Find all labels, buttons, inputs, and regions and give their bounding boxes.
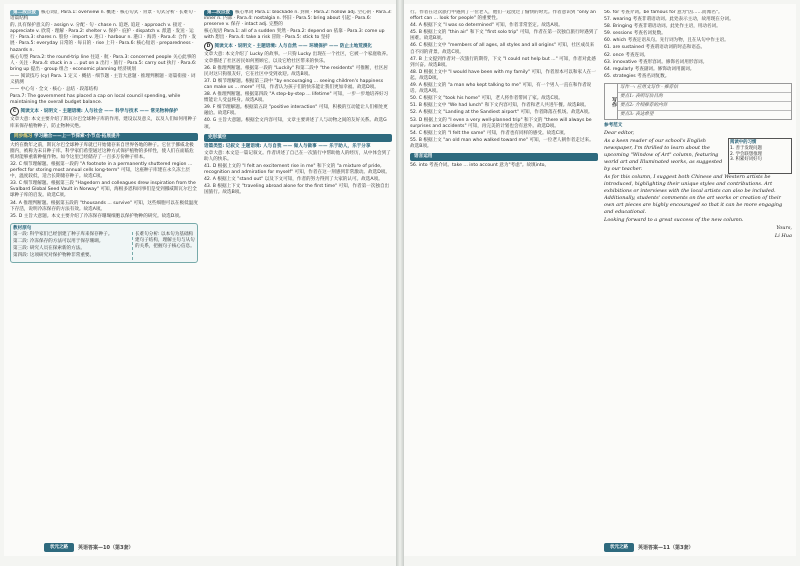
passage-letter: C [10,107,19,116]
right-column-1 [410,10,598,538]
answer-55: 55. B 根据上文 "an old man who walked toward me" 可知，一位老人朝作者走过来。故选B项。 [410,137,594,149]
phrase-text: 核心句型 Para.2: the round-trip line 往返 · 航 · Para.3: concerned people 关心此事的人 · 关注 · Para.4: stuck in a ... put on a 出行 · 旅行 · Para.5: carry out 执行 · Para.6: bring up 提出 · group 组合 · economic planning 经济规划 [10,54,197,72]
letter-paragraph-1: As a keen reader of our school's English newspaper, I'm thrilled to learn about the upcoming "Window of Art" column, featuring world art and Illuminated works, as suggested by our teacher. [604,138,723,173]
cloze-intro: 语篇类型: 记叙文 主题语境: 人与自我 —— 做人与做事 —— 乐于助人，乐于分享 [204,143,371,149]
side-note-item: 3. 积累好词好句 [730,157,762,163]
letter-sign-off: Yours, [776,225,792,232]
vocab-block: 第二段点拨 核心单词 Para.1: blockade n. 封锁 · Para.2: hollow adj. 空心的 · Para.3: inner n. 内部 · Para.4: nostalgia n. 怀旧 · Para.5: bring about 引起 · Para.6: preserve v. 保存 · intact adj. 完整的 [204,10,392,28]
publisher-logo: 状元之路 [44,543,74,552]
answer-34: 34. A 推理判断题。根据第五段的 "thousands ... survive" 可知，这些细胞可以在极低温度下存活，说明冷冻保存的方法有效。故选A项。 [10,200,198,212]
answer-56b: 56. for 考查介词。be famous for 意为"因……而闻名"。 [604,10,723,15]
answer-41: 41. D 根据上文的 "I felt an excitement rise in me" 和下文的 "a mixture of pride, recognition and admiration for myself" 可知，作者在这一刻感到非常激动。故选D项。 [204,163,390,176]
letter-greeting: Dear editor, [604,130,635,137]
box-item: 第一段: 科学家们已经创建了种子库来保存种子。 [13,231,113,237]
right-page [404,4,796,556]
answer-35: 35. D 主旨大意题。本文主要介绍了冷冻保存珊瑚细胞以保护物种的研究。故选D项。 [10,213,184,219]
answer-38: 38. A 推理判断题。根据第四段 "A step-by-step ... lifetime" 可知，一步一步地培养好习惯能让人受益终身。故选A项。 [204,92,389,104]
table-row: 写作一: 应用文写作 · 推荐信 [618,84,791,93]
writing-outline-table [604,83,792,120]
passage-header: D 阅读文本 · 说明文 · 主题语境: 人与自然 —— 环境保护 —— 防止土地荒漠化 [204,42,392,51]
answer-50: 50. C 根据下文 "took his home" 可知，老人将作者带回了家。故选C项。 [410,96,563,102]
answer-58: 58. Bringing 考查非谓语动词。此处作主语，用动名词。 [604,24,721,30]
vocab-text: 的, 具有保护意义的 · assign v. 分配 · 句 · chase n. 追逐, 追赶 · approach v. 接近 · appreciate v. 欣赏 · 理解 · Para.2: shelter v. 保护 · 庇护 · dispatch v. 派遣 · 发送 · 运行 · Para.3: shares n. 股份 · import v. 进口 · harbour n. 港口 · 海湾 · Para.4: 合作 · 发展 · Para.5: everyday 日常的 · 每日的 · rise 上升 · Para.6: 核心短语 · preparedness · hazards n. [10,23,197,53]
side-note-title: 阅读中的习惯 [730,140,757,146]
answer-40: 40. G 主旨大意题。根据全文内容可知，文章主要讲述了人与动物之间的友好关系。故选G项。 [204,118,387,130]
model-essay-title: 参考范文 [604,123,623,129]
table-row: 要点3: 表达希望 [620,112,654,118]
answer-46: 46. C 根据上文中 "members of all ages, all styles and all origins" 可知，社区成员来自不同的背景。故选C项。 [410,43,595,55]
answer-59: 59. sessions 考查名词复数。 [604,31,666,37]
letter-closing: Looking forward to a great success of the new column. [604,217,744,224]
body-text: 大约在数年之前，斯瓦尔巴全球种子库就已开始储存来自世界各地的种子。它位于挪威北极圈内，被称为末日种子库。科学家们希望通过这种方式保护植物的多样性，使人们在面临危机时能够重新种植作物。如今这里已经储存了一百多万份种子样本。 [10,142,194,160]
letter-paragraph-2: As for this column, I suggest both Chinese and Western artists be introduced, highlighting their unique styles and contributions. Art exhibitions or interviews with the local artists can also be included. Additionally, students' comments on the art works or creation of their own art pieces are highly encouraged so that it can be more engaging and educational. [604,174,783,216]
answer-48: 48. D 根据上文中 "I would have been with my family" 可知，作者原本可以和家人在一起。故选D项。 [410,69,596,81]
body-text: 行。作者在这次旅行中遇到了一位老人，他们一起度过了愉快的时光。作者意识到 "only an effort can ... look for people" 的重要性。 [410,10,596,22]
section-tag: 第二段点拨 [10,10,39,16]
answer-37: 37. D 细节理解题。根据第三段中 "by encouraging ... seeing children's happiness can make us ... more" 可知，作者认为孩子们的快乐能让我们更加幸福。故选D项。 [204,78,384,90]
passage-summary: 文章大意: 本文介绍了 Lucky 的故事。一只狗 Lucky 出现在一个社区，它被一个家庭收养。文章描述了社区居民如何照顾它，以及它给社区带来的快乐。 [204,52,391,64]
side-note-box [728,138,792,174]
left-column-1 [10,10,198,538]
page-number: 英语答案—11（第3套） [638,545,694,551]
passage-summary: 文章大意: 本文主要介绍了斯瓦尔巴全球种子库的作用、建设以及意义，以及人们如何用种子库来保存植物种子，防止物种灭绝。 [10,117,197,129]
model-letter [604,130,792,240]
answer-53: 53. D 根据上文的 "I even a very well-planned trip" 和下文的 "there will always be surprises and accidents" 可知，再完美的计划也会有意外。故选D项。 [410,117,592,129]
summary-text: —— 中心句 · 全文 · 核心 · 总结 · 段落结构 [10,87,98,93]
page-number: 英语答案—10（第3套） [78,545,134,551]
left-column-2 [204,10,392,538]
section-bar: 完形填空 [204,134,392,142]
textbook-sentence-box [10,223,198,263]
letter-signature: Li Hua [774,233,792,240]
side-note-item: 2. 学会联想推理 [730,151,762,157]
table-row: 要点1: 表明写信目的 [618,93,791,102]
answer-60: 60. which 考查定语从句。先行词为物，且在从句中作主语。 [604,38,729,44]
box-side-note: 长难句分析: 以本句为基础构建句子结构，理解主句与从句的关系，把握句子核心信息。 [132,232,195,260]
answer-33: 33. C 细节理解题。根据第三段 "Hagedorn and colleagues drew inspiration from the Svalbard Global Seed Vault in Norway" 可知，海根多恩和同事们是受到挪威斯瓦尔巴全球种子库的启发。故选C项。 [10,181,197,199]
passage-letter: D [204,42,213,51]
answer-64: 64. regularly 考查副词。修饰动词用副词。 [604,66,695,72]
answer-39: 39. F 细节理解题。根据第五段 "positive interaction" 可知，积极的互动能让人们相处更融洽。故选F项。 [204,105,388,117]
box-title: 教材原句 [13,225,32,231]
answer-42: 42. A 根据上文 "stand out" 以及下文可知，作者的努力得到了大家的认可。故选A项。 [204,177,383,183]
answer-57: 57. wearing 考查非谓语动词。此处表示主动，故用现在分词。 [604,17,734,23]
side-note-item: 1. 善于发现问题 [730,146,762,151]
right-page-footer [604,543,693,552]
passage-header: C 阅读文本 · 说明文 · 主题语境: 人与社会 —— 科学与技术 —— 常见物种保护 [10,107,198,116]
answer-32: 32. C 细节理解题。根据第一段的 "A footnote in a permanently shuttered region ... perfect for storing most annual cells long-term" 可知，这座种子库建在永久冻土层中，温度较低，适合长期储存种子。故选C项。 [10,161,193,180]
answer-63: 63. innovative 考查形容词。修饰名词用形容词。 [604,59,708,65]
section-tag: 第二段点拨 [204,10,233,16]
publisher-logo: 状元之路 [604,543,634,552]
technique-text: —— 阅读技巧 (cy) Para. 1 定义 · 概括 · 细节题 · 主旨大意题 · 推理判断题 · 语篇衔接 · 词义猜测 [10,73,196,86]
vocab-block: 第二段点拨 核心词汇 Para.1: overview n. 概述 · 核心句式 · 背景 · 句式分析 · 长难句 · 语篇结构 [10,10,196,22]
answer-51: 51. B 根据上文中 "We had lunch" 和下文内容可知，作者和老人共进午餐。故选B项。 [410,103,589,109]
answer-44: 44. A 根据下文 "I was so determined" 可知，作者非常坚定。故选A项。 [410,23,563,29]
section-bar: 同步练习 学习融合——上一节探索·小节点·拓展提升 [10,133,198,141]
table-row: 要点2: 介绍推荐的内容 [618,102,791,111]
answer-62: 62. once 考查连词。 [604,52,649,58]
box-item: 第四段: 这项研究对保护物种非常重要。 [13,253,95,259]
answer-54: 54. C 根据上文的 "I felt the same" 可知，作者也有同样的感受。故选C项。 [410,130,569,136]
section-bar: 语言运用 [410,153,598,161]
answer-65: 65. strategies 考查名词复数。 [604,73,670,79]
answer-61: 61. are sustained 考查谓语动词的时态和语态。 [604,45,706,51]
answer-36: 36. B 推理判断题。根据第一段的 "Luckily" 和第二段中 "the residents" 可推断，社区居民对这只狗很友好，它在社区中受到欢迎。故选B项。 [204,65,388,77]
box-item: 第二段: 冷冻保存的方法可以用于保存珊瑚。 [13,239,104,244]
answer-47: 47. B 上文提到作者对一次旅行的期待，下文 "I could not help but ..." 可知，作者对此感到兴奋。故选B项。 [410,56,596,68]
answer-52: 52. A 根据上文 "Landing at the Sandiest airport" 可知，作者降落在机场。故选A项。 [410,110,593,116]
cloze-summary: 文章大意: 本文是一篇记叙文。作者讲述了自己在一次旅行中帮助他人的经历，从中体会到了助人的快乐。 [204,150,391,162]
left-page-footer [44,543,133,552]
left-page [4,4,396,556]
answer-49: 49. A 根据上文的 "a man who kept talking to me" 可知，有一个男人一直在和作者说话。故选A项。 [410,83,592,95]
phrase-text: 核心短语 Para.1: all of a sudden 突然 · Para.2: depend on 依靠 · Para.3: come up with 想出 · Para.4: take a risk 冒险 · Para.5: stick to 坚持 [204,29,385,41]
table-side-label: 写作 [605,84,618,119]
book-gutter [396,0,404,566]
right-column-2 [604,10,792,538]
box-item: 第三段: 研究人员在探索新的方法。 [13,246,85,252]
example-sentence: Para.7: The government has placed a cap on local council spending, while maintaining the overall budget balance. [10,94,181,106]
answer-56: 56. into 考查介词。take ... into account 意为"考虑"。故填into。 [410,163,550,169]
answer-45: 45. B 根据上文的 "thin air" 和下文 "first solo trip" 可知，作者在第一次独自旅行时遇到了困难。故选B项。 [410,30,598,42]
answer-43: 43. B 根据上下文 "traveling abroad alone for the first time" 可知，作者第一次独自出国旅行。故选B项。 [204,184,390,196]
